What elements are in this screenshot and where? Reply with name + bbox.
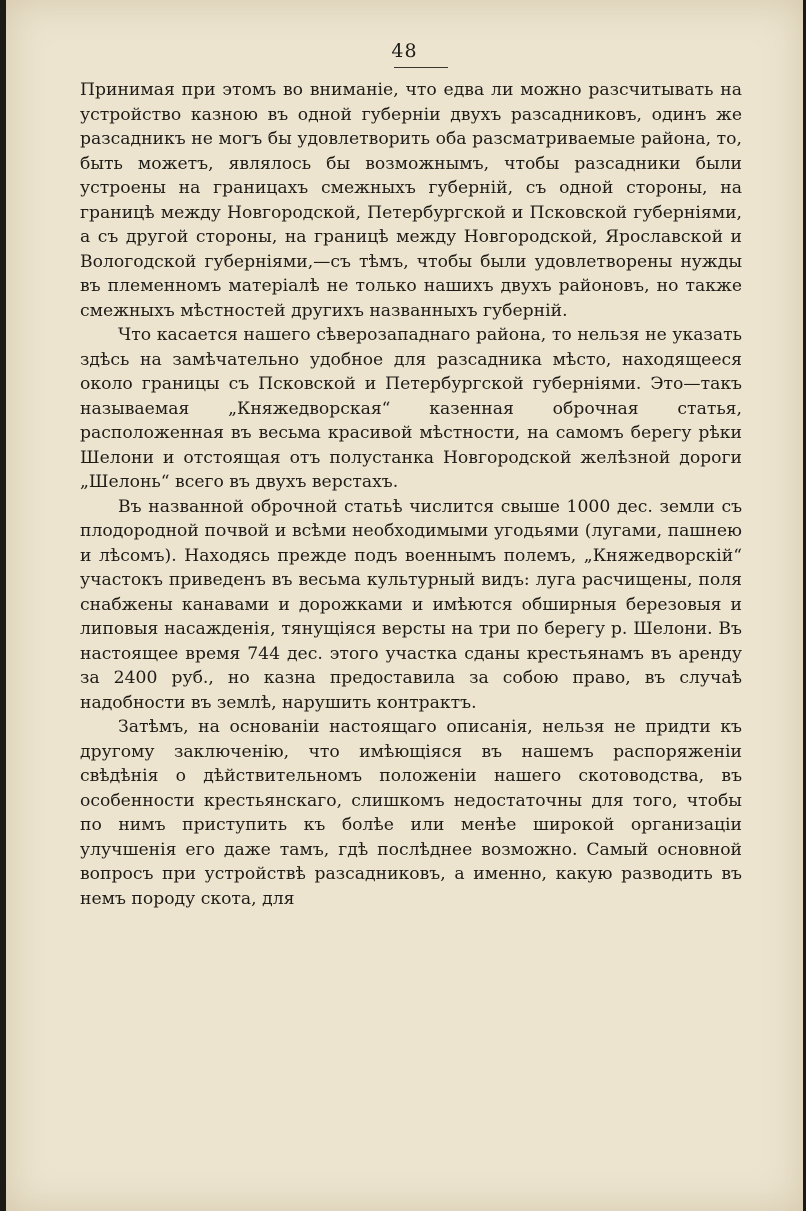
paragraph-2: Что касается нашего сѣверозападнаго района, то нельзя не указать здѣсь на замѣчательно удобное для разсадника мѣсто, находящееся около границы съ Псковской и Петербургской губерніями. Это—такъ называемая „Княжедворская“ казенная оброчная статья, расположенная въ весьма красивой мѣстности, на самомъ берегу рѣки Шелони и отстоящая отъ полустанка Новгородской желѣзной дороги „Шелонь“ всего въ двухъ верстахъ. [80,325,742,492]
page-number: 48 [391,40,418,62]
book-page [6,0,803,1211]
body-text [80,78,742,911]
paragraph-3: Въ названной оброчной статьѣ числится свыше 1000 дес. земли съ плодородной почвой и всѣми необходимыми угодьями (лугами, пашнею и лѣсомъ). Находясь прежде подъ военнымъ полемъ, „Княжедворскій“ участокъ приведенъ въ весьма культурный видъ: луга расчищены, поля снабжены канавами и дорожками и имѣются обширныя березовыя и липовыя насажденія, тянущіяся версты на три по берегу р. Шелони. Въ настоящее время 744 дес. этого участка сданы крестьянамъ въ аренду за 2400 руб., но казна предоставила за собою право, въ случаѣ надобности въ землѣ, нарушить контрактъ. [80,496,742,713]
paragraph-4: Затѣмъ, на основаніи настоящаго описанія, нельзя не придти къ другому заключенію, что имѣющіяся въ нашемъ распоряженіи свѣдѣнія о дѣйствительномъ положеніи нашего скотоводства, въ особенности крестьянскаго, слишкомъ недостаточны для того, чтобы по нимъ приступить къ болѣе или менѣе широкой организаціи улучшенія его даже тамъ, гдѣ послѣднее возможно. Самый основной вопросъ при устройствѣ разсадниковъ, а именно, какую разводить въ немъ породу скота, для [80,717,742,909]
page-number-rule [394,67,448,68]
paragraph-1: Принимая при этомъ во вниманіе, что едва ли можно разсчитывать на устройство казною въ одной губерніи двухъ разсадниковъ, одинъ же разсадникъ не могъ бы удовлетворить оба разсматриваемые района, то, быть можетъ, являлось бы возможнымъ, чтобы разсадники были устроены на границахъ смежныхъ губерній, съ одной стороны, на границѣ между Новгородской, Петербургской и Псковской губерніями, а съ другой стороны, на границѣ между Новгородской, Ярославской и Вологодской губерніями,—съ тѣмъ, чтобы были удовлетворены нужды въ племенномъ матеріалѣ не только нашихъ двухъ районовъ, но также смежныхъ мѣстностей другихъ названныхъ губерній. [80,80,742,321]
